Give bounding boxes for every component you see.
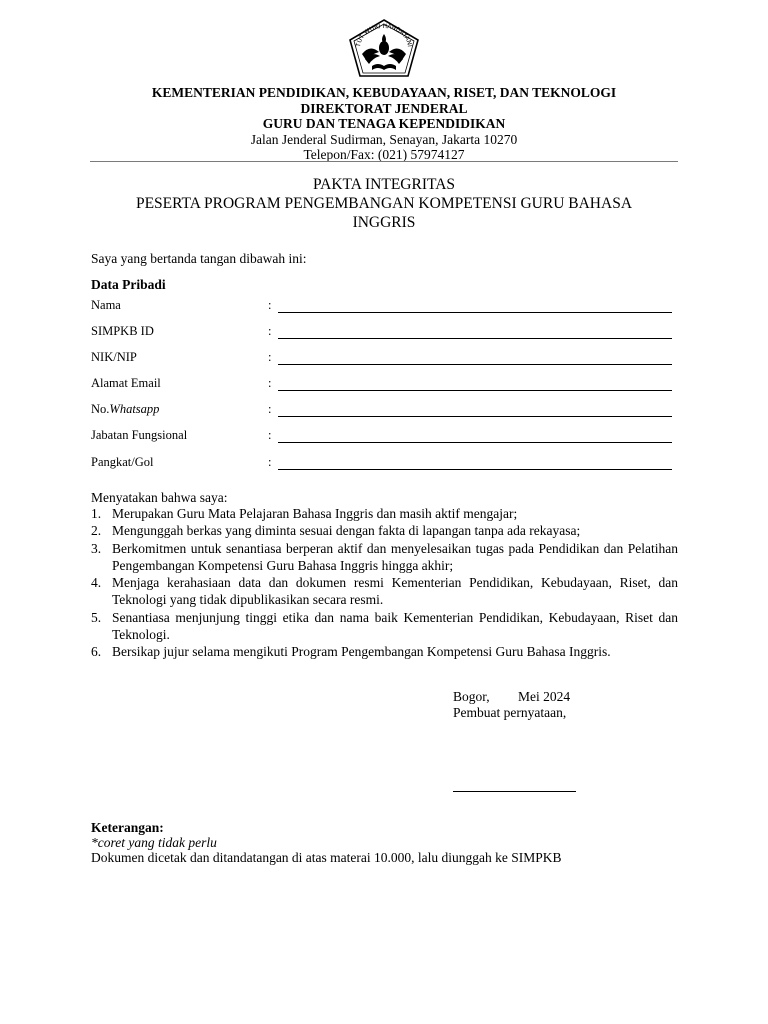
statement-item <box>91 574 678 609</box>
svg-text:TUT WURI HANDAYANI: TUT WURI HANDAYANI <box>354 22 413 48</box>
signature-date: Mei 2024 <box>518 689 571 704</box>
fill-in-line-alamat-email[interactable] <box>278 390 672 391</box>
field-label: Alamat Email <box>91 376 161 390</box>
field-simpkb-id <box>91 324 681 344</box>
title-line-3: INGGRIS <box>352 214 416 231</box>
statement-text: Mengunggah berkas yang diminta sesuai dengan fakta di lapangan tanpa ada rekayasa; <box>112 523 581 539</box>
directorate-general: DIREKTORAT JENDERAL <box>300 100 468 116</box>
field-label-italic: Whatsapp <box>109 402 160 416</box>
field-label: Pangkat/Gol <box>91 455 154 469</box>
statement-number: 4. <box>91 575 102 591</box>
statement-number: 3. <box>91 540 102 556</box>
statement-text: Menjaga kerahasiaan data dan dokumen resmi Kementerian Pendidikan, Kebudayaan, Riset, dan Teknologi yang tidak dipublikasikan secara resmi. <box>112 575 678 608</box>
fill-in-line-nama[interactable] <box>278 312 672 313</box>
notes-strike-hint: *coret yang tidak perlu <box>91 835 217 850</box>
field-whatsapp <box>91 402 681 422</box>
statement-number: 1. <box>91 506 102 521</box>
statement-list <box>91 505 678 661</box>
fill-in-line-jabatan-fungsional[interactable] <box>278 442 672 443</box>
statement-item <box>91 505 678 522</box>
office-phone: Telepon/Fax: (021) 57974127 <box>303 147 465 162</box>
field-colon: : <box>268 455 272 469</box>
field-nama <box>91 298 681 318</box>
field-nik-nip <box>91 350 681 370</box>
directorate-unit: GURU DAN TENAGA KEPENDIDIKAN <box>262 116 506 131</box>
statement-text: Bersikap jujur selama mengikuti Program Pengembangan Kompetensi Guru Bahasa Inggris. <box>112 644 611 660</box>
field-colon: : <box>268 298 272 312</box>
statement-item <box>91 540 678 575</box>
office-address: Jalan Jenderal Sudirman, Senayan, Jakarta 10270 <box>250 131 518 147</box>
field-colon: : <box>268 402 272 416</box>
personal-data-heading: Data Pribadi <box>91 277 166 292</box>
letterhead-divider <box>90 161 678 162</box>
field-colon: : <box>268 376 272 390</box>
signature-role: Pembuat pernyataan, <box>453 705 567 720</box>
statement-text: Senantiasa menjunjung tinggi etika dan nama baik Kementerian Pendidikan, Kebudayaan, Riset dan Teknologi. <box>112 609 678 643</box>
intro-text: Saya yang bertanda tangan dibawah ini: <box>91 251 307 266</box>
fill-in-line-nik-nip[interactable] <box>278 364 672 365</box>
notes-instruction: Dokumen dicetak dan ditandatangan di atas materai 10.000, lalu diunggah ke SIMPKB <box>91 850 562 865</box>
field-label: Nama <box>91 298 121 312</box>
statement-item <box>91 609 678 644</box>
field-alamat-email <box>91 376 681 396</box>
statement-number: 5. <box>91 609 102 625</box>
field-jabatan-fungsional <box>91 428 681 448</box>
signature-place: Bogor, <box>453 689 490 704</box>
field-label: SIMPKB ID <box>91 324 154 338</box>
document-title <box>90 175 678 232</box>
statement-number: 2. <box>91 523 102 539</box>
title-line-1: PAKTA INTEGRITAS <box>312 176 456 193</box>
field-label <box>91 402 159 417</box>
ministry-name: KEMENTERIAN PENDIDIKAN, KEBUDAYAAN, RISET, DAN TEKNOLOGI <box>151 85 617 100</box>
statement-item <box>91 522 678 539</box>
field-colon: : <box>268 324 272 338</box>
field-label-prefix: No. <box>91 402 110 416</box>
tut-wuri-handayani-emblem-icon <box>346 18 422 82</box>
fill-in-line-simpkb-id[interactable] <box>278 338 672 339</box>
field-label: Jabatan Fungsional <box>91 428 188 442</box>
title-line-2: PESERTA PROGRAM PENGEMBANGAN KOMPETENSI GURU BAHASA <box>135 195 633 212</box>
statement-text: Merupakan Guru Mata Pelajaran Bahasa Inggris dan masih aktif mengajar; <box>112 506 518 521</box>
statement-intro: Menyatakan bahwa saya: <box>91 490 228 505</box>
fill-in-line-whatsapp[interactable] <box>278 416 672 417</box>
letterhead <box>0 85 768 163</box>
statement-text: Berkomitmen untuk senantiasa berperan aktif dan menyelesaikan tugas pada Pendidikan dan Pelatihan Pengembangan Kompetensi Guru Bahasa Inggris hingga akhir; <box>112 540 678 573</box>
notes-heading: Keterangan: <box>91 820 164 835</box>
field-label: NIK/NIP <box>91 350 137 364</box>
fill-in-line-pangkat-gol[interactable] <box>278 469 672 470</box>
statement-number: 6. <box>91 644 102 660</box>
field-colon: : <box>268 428 272 442</box>
field-pangkat-gol <box>91 455 681 475</box>
field-colon: : <box>268 350 272 364</box>
statement-item <box>91 643 678 660</box>
signature-line[interactable] <box>453 791 576 792</box>
